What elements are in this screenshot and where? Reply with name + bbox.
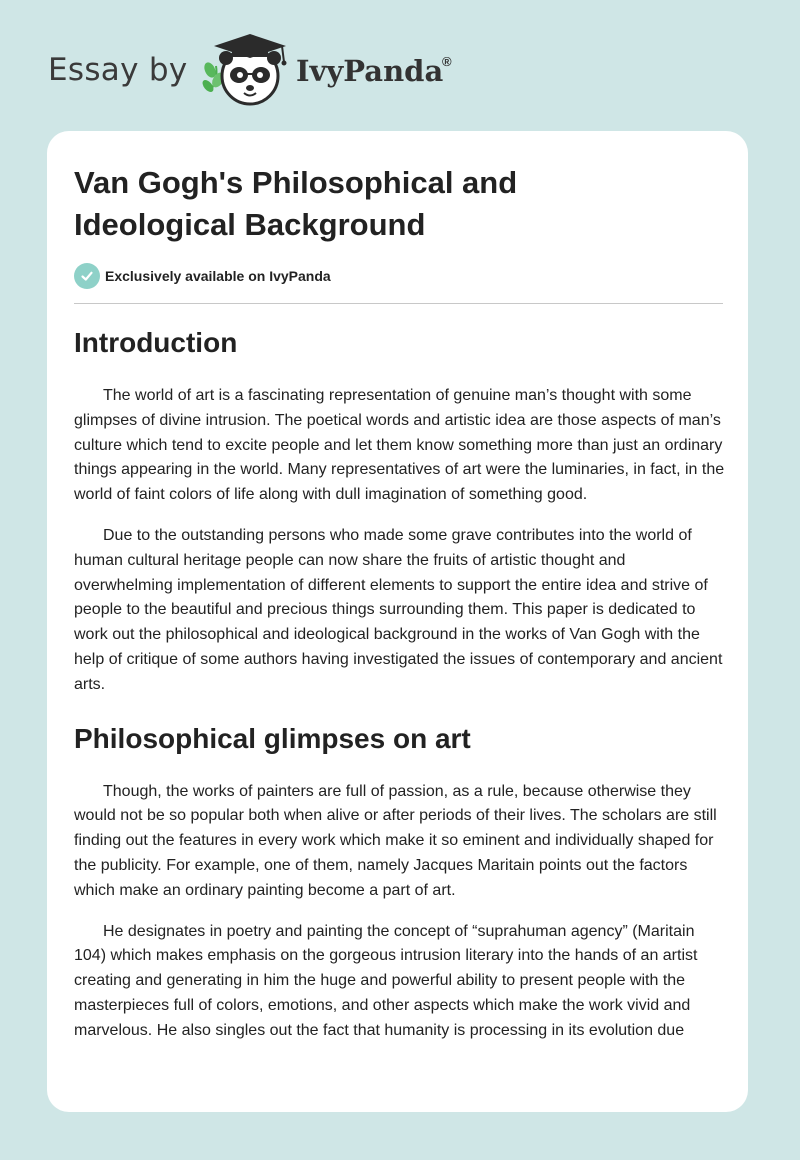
panda-graduate-icon — [198, 30, 294, 110]
registered-mark: ® — [442, 54, 452, 69]
badge-label: Exclusively available on IvyPanda — [105, 268, 331, 284]
paragraph: Due to the outstanding persons who made some grave contributes into the world of human cultural heritage people can now share the fruits of artistic thought and overwhelming implementation of different elements to support the entire idea and strive of people to the beautiful and precious things surrounding them. This paper is dedicated to work out the philosophical and ideological background in the works of Van Gogh with the help of critique of some authors having investigated the issues of contemporary and ancient arts. — [74, 526, 723, 693]
essay-body — [74, 323, 725, 1044]
exclusive-badge — [74, 263, 331, 289]
check-icon — [74, 263, 100, 289]
paragraph: Though, the works of painters are full of passion, as a rule, because otherwise they would not be so popular both when alive or after periods of their lives. The scholars are still finding out the features in every work which make it so eminent and individually shaped for the publicity. For example, one of them, namely Jacques Maritain points out the factors which make an ordinary painting become a part of art. — [74, 782, 717, 899]
paragraph: He designates in poetry and painting the concept of “suprahuman agency” (Maritain 104) which makes emphasis on the gorgeous intrusion literary into the hands of an artist creating and generating in him the huge and powerful ability to present people with the masterpieces full of colors, emotions, and other aspects which make the work vivid and marvelous. He also singles out the fact that humanity is processing in its evolution due — [74, 922, 698, 1039]
essay-card — [47, 131, 748, 1112]
brand-prefix: Essay by — [48, 52, 188, 88]
paragraph: The world of art is a fascinating representation of genuine man’s thought with some glimpses of divine intrusion. The poetical words and artistic idea are those aspects of man’s culture which tend to excite people and let them know something more than just an ordinary things appearing in the world. Many representatives of art were the luminaries, in fact, in the world of faint colors of life along with dull imagination of something good. — [74, 387, 725, 504]
page-title: Van Gogh's Philosophical and Ideological Background — [74, 165, 518, 242]
site-header — [0, 0, 800, 130]
divider — [74, 303, 723, 304]
brand-name: IvyPanda — [296, 54, 444, 88]
section-heading: Introduction — [74, 327, 238, 358]
section-heading: Philosophical glimpses on art — [74, 722, 471, 754]
